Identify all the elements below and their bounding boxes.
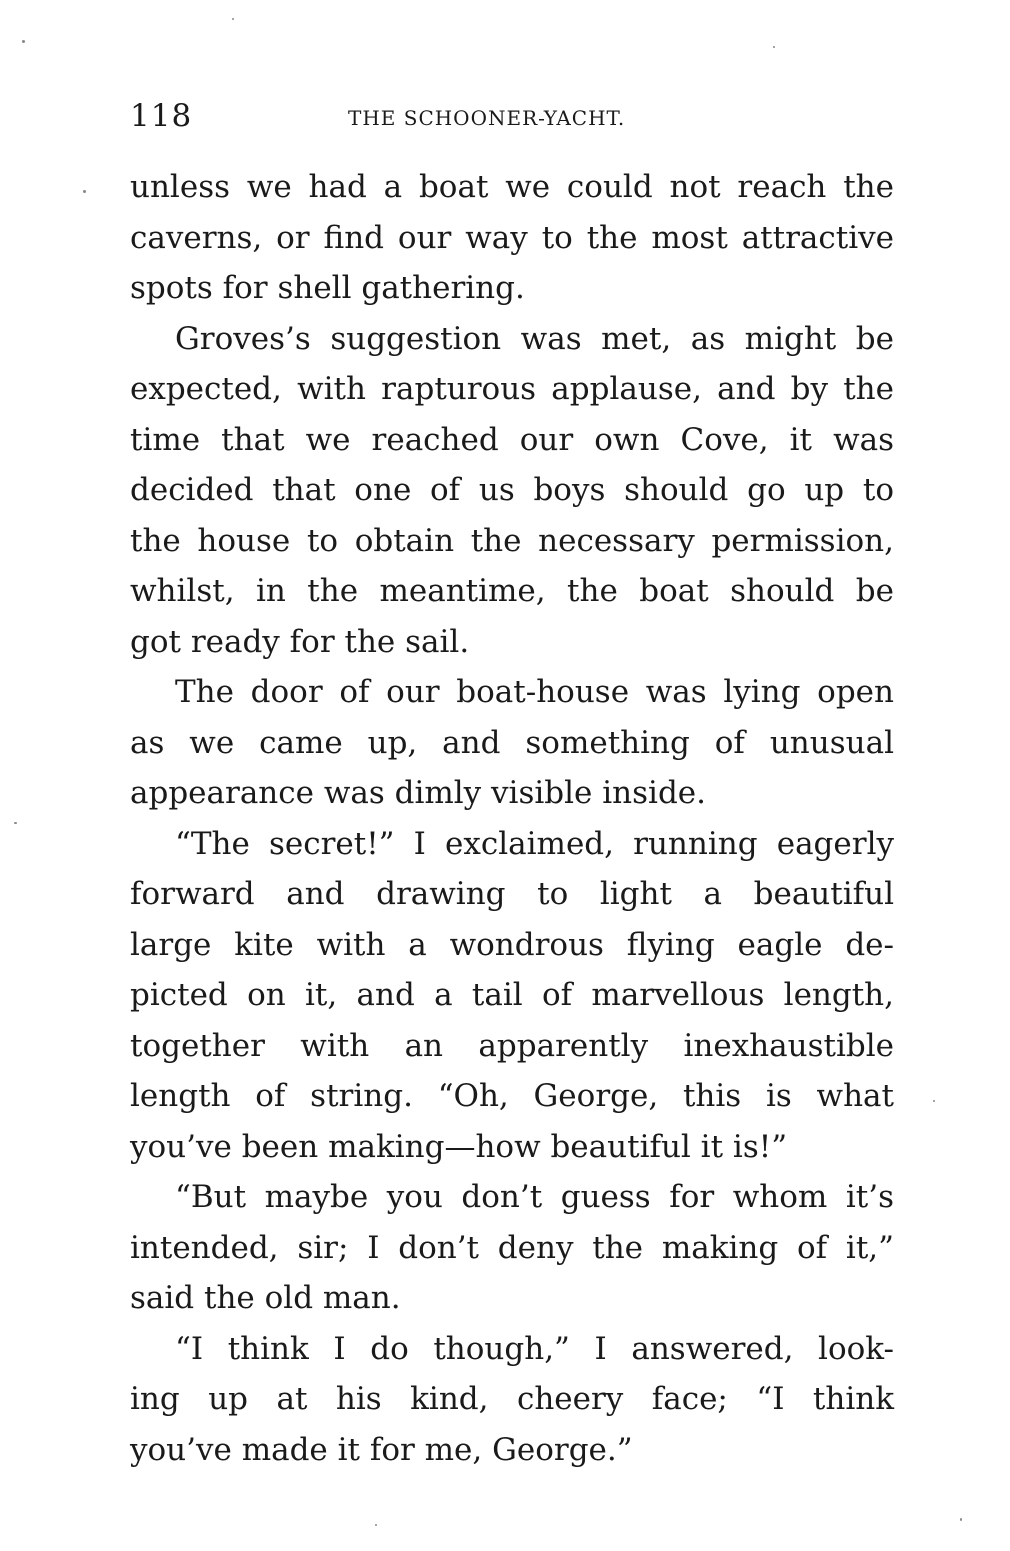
scan-speck <box>83 190 86 193</box>
text-line: the house to obtain the necessary permission, <box>130 522 894 559</box>
text-line: whilst, in the meantime, the boat should be <box>130 573 894 609</box>
text-line: “The secret!” I exclaimed, running eagerly <box>175 825 894 862</box>
text-line: unless we had a boat we could not reach the <box>130 169 894 205</box>
body-text <box>130 162 894 1475</box>
text-line: caverns, or find our way to the most attractive <box>130 219 894 256</box>
text-line: appearance was dimly visible inside. <box>130 775 706 811</box>
running-title: THE SCHOONER-YACHT. <box>348 106 626 130</box>
scan-speck <box>773 46 775 48</box>
text-line: you’ve made it for me, George.” <box>130 1431 633 1468</box>
text-line: forward and drawing to light a beautiful <box>130 876 894 912</box>
text-line: intended, sir; I don’t deny the making of it,” <box>130 1229 894 1266</box>
text-line: length of string. “Oh, George, this is what <box>130 1078 894 1114</box>
text-line: spots for shell gathering. <box>130 270 525 306</box>
text-line: you’ve been making—how beautiful it is!” <box>130 1128 788 1165</box>
scan-speck <box>22 40 25 43</box>
text-line: Groves’s suggestion was met, as might be <box>175 320 894 357</box>
text-line: large kite with a wondrous flying eagle de- <box>130 926 894 963</box>
scan-speck <box>14 822 17 824</box>
text-line: expected, with rapturous applause, and by the <box>130 371 894 407</box>
text-line: The door of our boat-house was lying open <box>175 674 894 710</box>
scan-speck <box>375 1524 377 1526</box>
scan-speck <box>933 1100 935 1102</box>
text-line: “But maybe you don’t guess for whom it’s <box>175 1179 894 1215</box>
text-line: said the old man. <box>130 1280 401 1316</box>
text-line: “I think I do though,” I answered, look- <box>175 1330 894 1367</box>
text-line: picted on it, and a tail of marvellous length, <box>130 977 894 1013</box>
scan-speck <box>232 18 234 20</box>
page-number: 118 <box>130 98 193 134</box>
text-line: got ready for the sail. <box>130 623 470 660</box>
text-line: time that we reached our own Cove, it was <box>130 421 894 458</box>
scan-speck <box>960 1518 962 1521</box>
text-line: ing up at his kind, cheery face; “I think <box>130 1381 894 1417</box>
text-line: as we came up, and something of unusual <box>130 724 894 761</box>
text-line: together with an apparently inexhaustible <box>130 1027 894 1064</box>
text-line: decided that one of us boys should go up to <box>130 472 894 508</box>
